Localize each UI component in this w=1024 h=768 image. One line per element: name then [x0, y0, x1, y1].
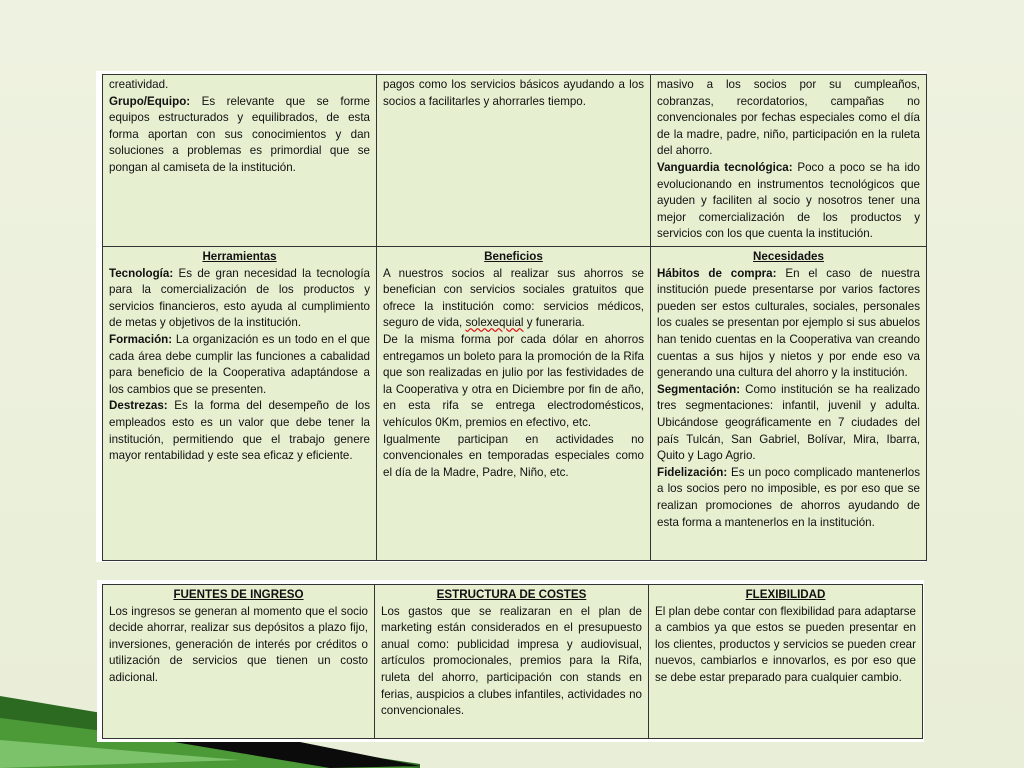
cell-row1-col2 — [377, 75, 651, 247]
item-destrezas — [109, 398, 370, 464]
table-row — [103, 247, 927, 561]
paragraph-text: y funeraria. — [523, 316, 585, 330]
term-label: Tecnología: — [109, 266, 174, 280]
table-row — [103, 585, 923, 739]
cell-beneficios — [377, 247, 651, 561]
cell-lead-text: masivo a los socios por su cumpleaños, cobranzas, recordatorios, campañas no convencionales por fechas especiales como el día de la madre, padre, niño, participación en la ruleta del ahorro. — [657, 78, 920, 158]
term-text: Es de gran necesidad la tecnología para la comercialización de los productos y servicios financieros, esto ayuda al cumplimiento de metas y objetivos de la institución. — [109, 266, 370, 330]
table-row — [103, 75, 927, 247]
misspelled-word: solexequial — [465, 316, 524, 330]
item-fidelizacion — [657, 465, 920, 531]
term-text: Es un poco complicado mantenerlos a los socios pero no imposible, es por eso que se realizan promociones de ahorros ayudando de esta forma a mantenerlos en la institución. — [657, 465, 920, 529]
canvas-table-top — [102, 74, 927, 561]
paragraph-actividades: Igualmente participan en actividades no convencionales en temporadas especiales como el día de la Madre, Padre, Niño, etc. — [383, 432, 644, 479]
cell-fuentes-de-ingreso — [103, 585, 375, 739]
term-label: Hábitos de compra: — [657, 266, 777, 280]
paragraph-rifa: De la misma forma por cada dólar en ahorros entregamos un boleto para la promoción de la Rifa que son realizadas en julio por las festividades de la Cooperativa y otra en Diciembre por fin de año, en esta rifa se entrega electrodomésticos, vehículos 0Km, premios en efectivo, etc. — [383, 332, 644, 429]
cell-lead-text: pagos como los servicios básicos ayudando a los socios a facilitarles y ahorrarles tiempo. — [383, 78, 644, 108]
cell-lead-text: creatividad. — [109, 78, 169, 91]
cell-necesidades — [651, 247, 927, 561]
term-label: Destrezas: — [109, 399, 168, 413]
canvas-table-bottom — [102, 584, 923, 739]
column-header-beneficios: Beneficios — [484, 250, 543, 263]
item-segmentacion — [657, 382, 920, 465]
cell-body-text: Los gastos que se realizaran en el plan de marketing están considerados en el presupuesto anual como: publicidad impresa y audiovisual, artículos promocionales, premios para la Rifa, ruleta del ahorro, participación con stands en ferias, auspicios a clubes infantiles, actividades no convencionales. — [381, 604, 642, 718]
item-vanguardia-tecnologica — [657, 160, 920, 243]
term-text: En el caso de nuestra institución puede presentarse por varios factores pueden ser estos culturales, sociales, personales los cuales se presentan por ejemplo si sus abuelos han tenido cuentas en la Cooperativa van creando cuentas a sus hijos y nietos y por ende eso va generando una cultura del ahorro y la institución. — [657, 266, 920, 380]
term-label: Vanguardia tecnológica: — [657, 160, 793, 174]
cell-row1-col3 — [651, 75, 927, 247]
cell-body-text: Los ingresos se generan al momento que el socio decide ahorrar, realizar sus depósitos a plazo fijo, inversiones, generación de interés por créditos o utilización de servicios que tienen un costo adicional. — [109, 604, 368, 684]
column-header-flexibilidad: FLEXIBILIDAD — [745, 588, 826, 601]
cell-body-text: El plan debe contar con flexibilidad para adaptarse a cambios ya que estos se pueden presentar en los clientes, productos y servicios se pueden crear nuevos, cambiarlos e innovarlos, es por eso que se debe estar preparado para cualquier cambio. — [655, 604, 916, 684]
term-label: Fidelización: — [657, 465, 728, 479]
item-tecnologia — [109, 266, 370, 332]
cell-row1-col1 — [103, 75, 377, 247]
term-label: Segmentación: — [657, 382, 741, 396]
term-text: Es la forma del desempeño de los empleados esto es un valor que debe tener la institución, permitiendo que el trabajo genere mayor rentabilidad y este sea eficaz y eficiente. — [109, 399, 370, 463]
term-text: Como institución se ha realizado tres segmentaciones: infantil, juvenil y adulta. Ubicándose geográficamente en 7 ciudades del país Tulcán, San Gabriel, Bolívar, Mira, Ibarra, Quito y Lago Agrio. — [657, 382, 920, 463]
paragraph-servicios-sociales — [383, 266, 644, 332]
term-text: La organización es un todo en el que cada área debe cumplir las funciones a cabalidad para beneficio de la Cooperativa adaptándose a los cambios que se presenten. — [109, 332, 370, 396]
term-label: Formación: — [109, 332, 173, 346]
column-header-estructura-de-costes: ESTRUCTURA DE COSTES — [436, 588, 587, 601]
item-formacion — [109, 332, 370, 398]
cell-estructura-de-costes — [375, 585, 649, 739]
term-text: Es relevante que se forme equipos estructurados y equilibrados, de esta forma aportan con sus conocimientos y dan soluciones a problemas es primordial que se pongan al camiseta de la institución. — [109, 94, 370, 174]
term-label: Grupo/Equipo: — [109, 94, 191, 108]
item-habitos-de-compra — [657, 266, 920, 382]
paragraph-text: A nuestros socios al realizar sus ahorros se benefician con servicios sociales gratuitos que ofrece la institución como: servicios médicos, seguro de vida, — [383, 266, 644, 330]
term-text: Poco a poco se ha ido evolucionando en instrumentos tecnológicos que ayuden y faciliten al socio y nosotros tener una mejor comercialización de los productos y servicios con los que cuenta la institución. — [657, 160, 920, 241]
cell-herramientas — [103, 247, 377, 561]
column-header-necesidades: Necesidades — [753, 250, 824, 263]
column-header-fuentes-de-ingreso: FUENTES DE INGRESO — [173, 588, 304, 601]
cell-flexibilidad — [649, 585, 923, 739]
column-header-herramientas: Herramientas — [202, 250, 277, 263]
item-grupo-equipo — [109, 94, 370, 177]
